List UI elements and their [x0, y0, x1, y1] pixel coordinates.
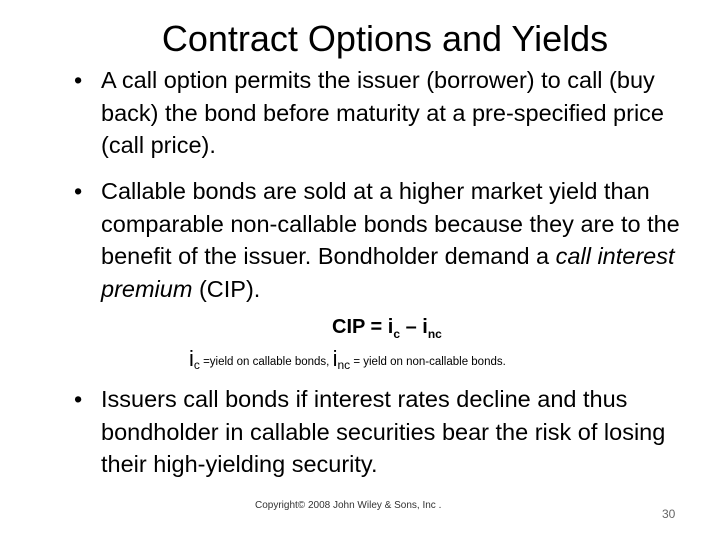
def-callable-text: =yield on callable bonds,: [199, 356, 330, 368]
formula-sub-c: c: [393, 327, 401, 341]
formula-minus: – i: [400, 316, 428, 338]
copyright-footer: Copyright© 2008 John Wiley & Sons, Inc .: [255, 500, 442, 511]
slide-title: Contract Options and Yields: [161, 18, 609, 59]
bullet-issuers-call: [74, 383, 694, 481]
bullet-marker: •: [74, 386, 83, 412]
page-number: 30: [662, 507, 676, 521]
def-i-callable: i: [189, 346, 194, 371]
call-interest-premium-term: call interest premium: [101, 243, 675, 302]
def-sub-c: c: [193, 358, 200, 372]
def-i-noncallable: i: [332, 346, 338, 371]
def-sub-nc: nc: [337, 358, 351, 372]
bullet-marker: •: [74, 178, 83, 204]
formula-sub-nc: nc: [427, 327, 442, 341]
bullet-call-option: [74, 64, 694, 162]
bullet-text: Issuers call bonds if interest rates decline and thus bondholder in callable securities bear the risk of losing their high-yielding security.: [101, 386, 666, 477]
yield-definitions: [189, 345, 506, 379]
bullet-text: A call option permits the issuer (borrower) to call (buy back) the bond before maturity at a pre-specified price (call price).: [101, 67, 664, 158]
formula-lhs: CIP = i: [332, 316, 394, 338]
bullet-callable-bonds: [74, 175, 694, 305]
bullet-text: Callable bonds are sold at a higher market yield than comparable non-callable bonds because they are to the benefit of the issuer. Bondholder demand a: [101, 178, 680, 269]
bullet-text-end: (CIP).: [192, 275, 261, 302]
def-noncallable-text: = yield on non-callable bonds.: [350, 356, 506, 368]
cip-formula: [332, 313, 442, 348]
bullet-marker: •: [74, 67, 83, 93]
